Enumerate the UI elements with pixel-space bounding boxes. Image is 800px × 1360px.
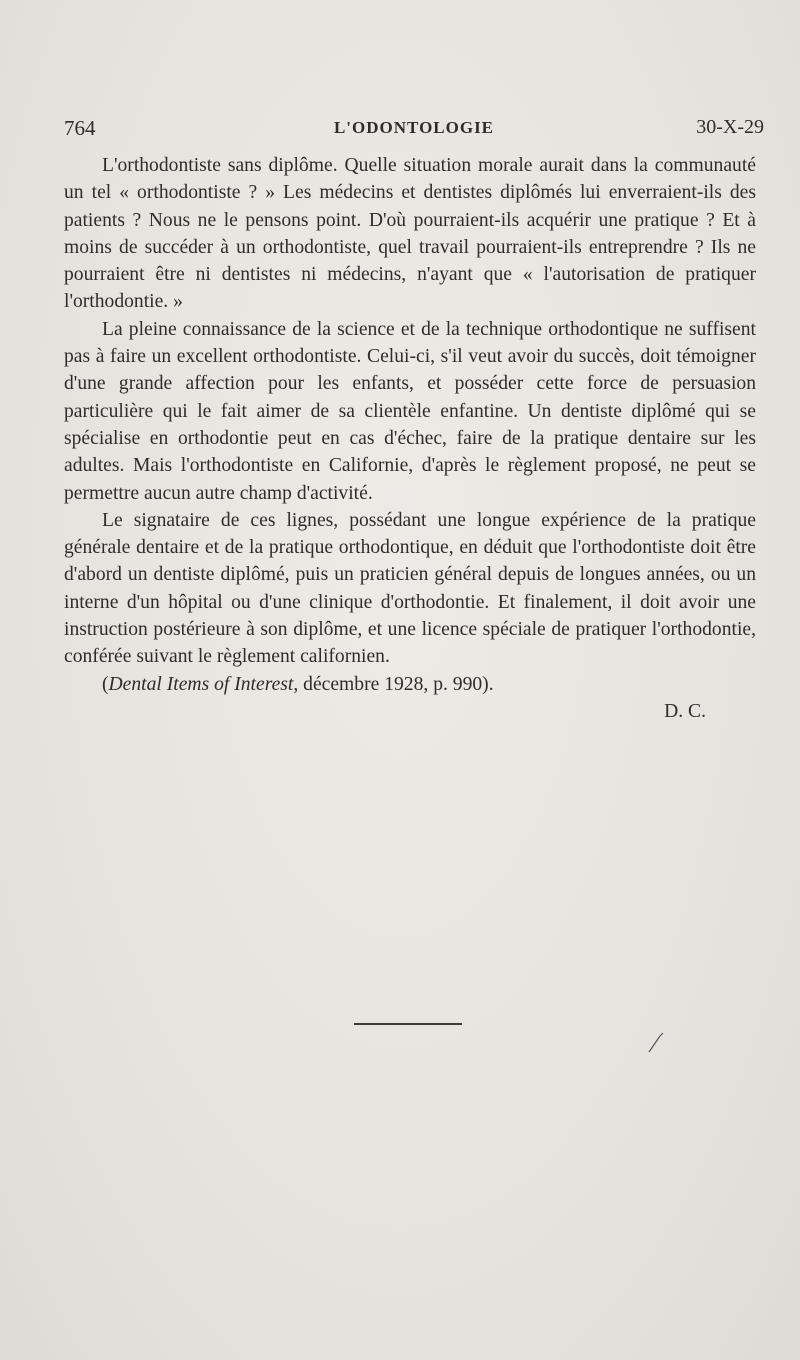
page-number: 764 [64,116,96,140]
running-header [64,116,764,146]
journal-title: L'ODONTOLOGIE [333,118,495,137]
paragraph: L'orthodontiste sans diplôme. Quelle situation morale aurait dans la communauté un tel « orthodontiste ? » Les médecins et dentistes diplômés lui enverraient-ils des patients ? Nous ne le pensons point. D'où pourraient-ils acquérir une pratique ? Et à moins de succéder à un orthodontiste, quel travail pourraient-ils entreprendre ? Ils ne pourraient être ni dentistes ni médecins, n'ayant que « l'autorisation de pratiquer l'orthodontie. » [64,155,756,313]
paragraph: Le signataire de ces lignes, possédant une longue expérience de la pratique générale dentaire et de la pratique orthodontique, en déduit que l'orthodontiste doit être d'abord un dentiste diplômé, puis un praticien général depuis de longues années, ou un interne d'un hôpital ou d'une clinique d'orthodontie. Et finalement, il doit avoir une instruction postérieure à son diplôme, et une licence spéciale de pratiquer l'orthodontie, conférée suivant le règlement californien. [64,509,756,668]
citation [64,671,756,698]
article-body [64,152,756,725]
citation-details: , décembre 1928, p. 990). [293,673,494,695]
pencil-mark [646,1030,666,1054]
section-divider [354,1023,462,1025]
citation-source-title: Dental Items of Interest [108,673,294,695]
issue-date: 30-X-29 [696,116,764,138]
citation-open: ( [102,673,109,695]
author-signature: D. C. [664,700,706,722]
paragraph: La pleine connaissance de la science et de la technique orthodontique ne suffisent pas à faire un excellent orthodontiste. Celui-ci, s'il veut avoir du succès, doit témoigner d'une grande affection pour les enfants, et posséder cette force de persuasion particulière qui le fait aimer de sa clientèle enfantine. Un dentiste diplômé qui se spécialise en orthodontie peut en cas d'échec, faire de la pratique dentaire sur les adultes. Mais l'orthodontiste en Californie, d'après le règlement proposé, ne peut se permettre aucun autre champ d'activité. [64,318,756,504]
